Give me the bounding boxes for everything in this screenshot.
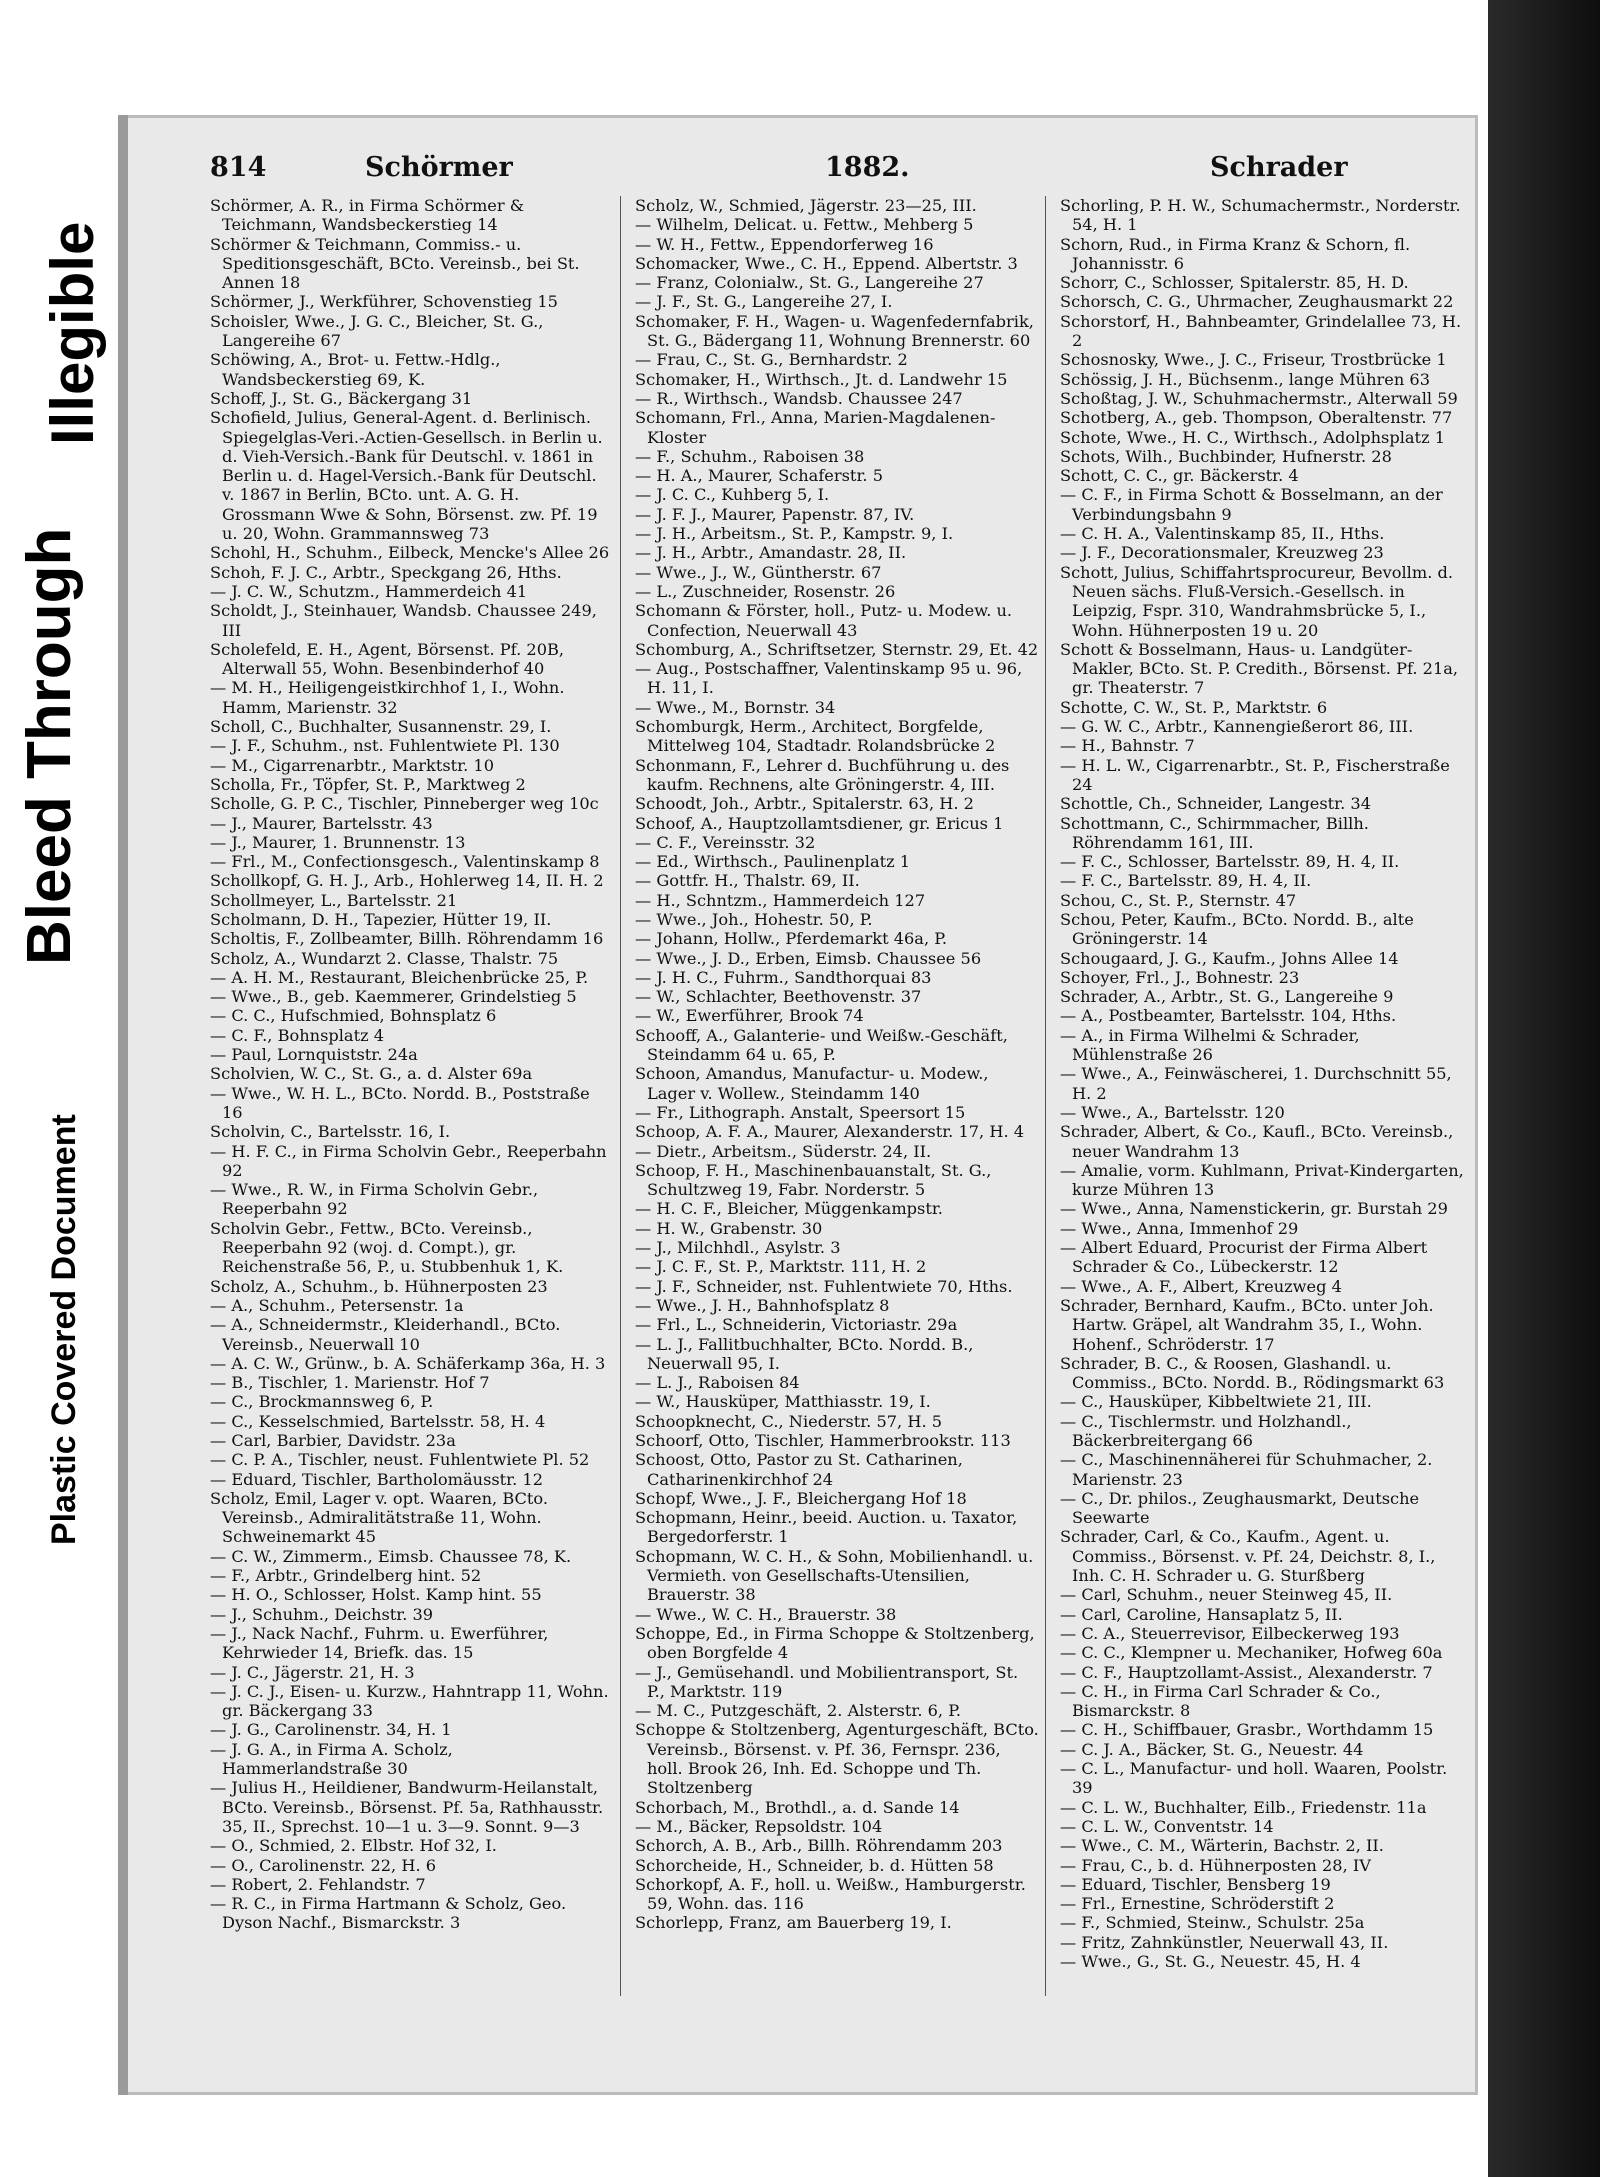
side-annotation-labels (0, 0, 110, 2177)
directory-entry: — Carl, Schuhm., neuer Steinweg 45, II. (1060, 1585, 1393, 1605)
directory-entry: — J. F., St. G., Langereihe 27, I. (635, 292, 893, 312)
directory-entry: — J. C. C., Kuhberg 5, I. (635, 485, 830, 505)
directory-entry: Scholvin Gebr., Fettw., BCto. Vereinsb., Reeperbahn 92 (woj. d. Compt.), gr. Reichenstraße 56, P., u. Stubbenhuk 1, K. (210, 1218, 564, 1277)
directory-entry: — Gottfr. H., Thalstr. 69, II. (635, 871, 860, 891)
directory-entry: — J., Maurer, Bartelsstr. 43 (210, 813, 433, 833)
directory-entry: — C. C., Klempner u. Mechaniker, Hofweg 60a (1060, 1643, 1443, 1663)
page-edge (118, 115, 128, 2095)
directory-entry: Schougaard, J. G., Kaufm., Johns Allee 14 (1060, 948, 1399, 968)
directory-entry: — Dietr., Arbeitsm., Süderstr. 24, II. (635, 1141, 932, 1161)
directory-entry: Schörmer, J., Werkführer, Schovenstieg 15 (210, 292, 558, 312)
directory-entry: — J. C., Jägerstr. 21, H. 3 (210, 1662, 415, 1682)
directory-entry: — Wwe., C. M., Wärterin, Bachstr. 2, II. (1060, 1836, 1384, 1856)
directory-entry: Schorlepp, Franz, am Bauerberg 19, I. (635, 1913, 952, 1933)
directory-entry: Schoisler, Wwe., J. G. C., Bleicher, St. G., Langereihe 67 (210, 311, 544, 351)
directory-entry: — J. C. F., St. P., Marktstr. 111, H. 2 (635, 1257, 927, 1277)
directory-entry: Schrader, Bernhard, Kaufm., BCto. unter Joh. Hartw. Gräpel, alt Wandrahm 35, I., Wohn. Hohenf., Schröderstr. 17 (1060, 1295, 1434, 1354)
directory-entry: Schöwing, A., Brot- u. Fettw.-Hdlg., Wandsbeckerstieg 69, K. (210, 350, 501, 389)
directory-entry: — C., Maschinennäherei für Schuhmacher, 2. Marienstr. 23 (1060, 1450, 1433, 1489)
directory-entry: — Fritz, Zahnkünstler, Neuerwall 43, II. (1060, 1932, 1389, 1952)
directory-entry: — W., Schlachter, Beethovenstr. 37 (635, 987, 922, 1007)
directory-columns (210, 196, 1470, 1996)
directory-entry: — Wwe., J. H., Bahnhofsplatz 8 (635, 1295, 890, 1315)
directory-entry: — Wwe., Anna, Immenhof 29 (1060, 1218, 1299, 1238)
directory-entry: — Wwe., J., W., Güntherstr. 67 (635, 562, 882, 582)
directory-entry: Schörmer, A. R., in Firma Schörmer & Teichmann, Wandsbeckerstieg 14 (210, 196, 525, 235)
directory-entry: Schohl, H., Schuhm., Eilbeck, Mencke's Allee 26 (210, 543, 610, 563)
directory-entry: — H. L. W., Cigarrenarbtr., St. P., Fischerstraße 24 (1060, 755, 1450, 794)
directory-entry: Schrader, B. C., & Roosen, Glashandl. u. Commiss., BCto. Nordd. B., Rödingsmarkt 63 (1060, 1353, 1445, 1393)
directory-entry: Scholz, A., Schuhm., b. Hühnerposten 23 (210, 1276, 548, 1296)
directory-entry: — C. L. W., Conventstr. 14 (1060, 1816, 1274, 1836)
directory-entry: Schoost, Otto, Pastor zu St. Catharinen, Catharinenkirchhof 24 (635, 1450, 963, 1489)
directory-entry: — H., Bahnstr. 7 (1060, 736, 1195, 756)
directory-entry: Schotberg, A., geb. Thompson, Oberaltenstr. 77 (1060, 408, 1453, 428)
directory-entry: — C. F., Vereinsstr. 32 (635, 832, 816, 852)
directory-entry: Schollkopf, G. H. J., Arb., Hohlerweg 14, II. H. 2 (210, 871, 604, 891)
directory-entry: — A., Schuhm., Petersenstr. 1a (210, 1295, 464, 1315)
right-running-head: Schrader (1210, 152, 1348, 183)
directory-entry: — C., Tischlermstr. und Holzhandl., Bäckerbreitergang 66 (1060, 1411, 1352, 1450)
directory-entry: Schoorf, Otto, Tischler, Hammerbrookstr. 113 (635, 1431, 1011, 1450)
directory-entry: Schollmeyer, L., Bartelsstr. 21 (210, 890, 458, 910)
directory-entry: — R., Wirthsch., Wandsb. Chaussee 247 (635, 388, 963, 408)
directory-entry: Schonmann, F., Lehrer d. Buchführung u. des kaufm. Rechnens, alte Gröningerstr. 4, III. (635, 755, 1010, 794)
directory-entry: — C., Dr. philos., Zeughausmarkt, Deutsche Seewarte (1060, 1488, 1420, 1528)
directory-entry: — C. A., Steuerrevisor, Eilbeckerweg 193 (1060, 1623, 1400, 1643)
directory-entry: — J. F., Schneider, nst. Fuhlentwiete 70, Hths. (635, 1276, 1013, 1296)
directory-entry: Schoyer, Frl., J., Bohnestr. 23 (1060, 967, 1300, 987)
directory-entry: Scholmann, D. H., Tapezier, Hütter 19, II. (210, 909, 552, 929)
directory-entry: — Franz, Colonialw., St. G., Langereihe 27 (635, 273, 984, 293)
directory-entry: — Wwe., G., St. G., Neuestr. 45, H. 4 (1060, 1952, 1361, 1972)
directory-entry: — C. L., Manufactur- und holl. Waaren, Poolstr. 39 (1060, 1759, 1448, 1798)
directory-entry: — C. H., Schiffbauer, Grasbr., Worthdamm 15 (1060, 1720, 1434, 1740)
directory-entry: — Albert Eduard, Procurist der Firma Albert Schrader & Co., Lübeckerstr. 12 (1060, 1238, 1428, 1277)
directory-entry: Scholvin, C., Bartelsstr. 16, I. (210, 1122, 451, 1142)
directory-entry: Schosnosky, Wwe., J. C., Friseur, Trostbrücke 1 (1060, 350, 1447, 370)
directory-entry: — W., Hausküper, Matthiasstr. 19, I. (635, 1392, 931, 1412)
directory-entry: — Wwe., J. D., Erben, Eimsb. Chaussee 56 (635, 948, 982, 968)
directory-entry: — J. C. J., Eisen- u. Kurzw., Hahntrapp 11, Wohn. gr. Bäckergang 33 (210, 1681, 609, 1721)
directory-entry: — Wwe., W. C. H., Brauerstr. 38 (635, 1604, 897, 1624)
directory-entry: — C. F., in Firma Schott & Bosselmann, an der Verbindungsbahn 9 (1060, 485, 1443, 524)
page-header (210, 152, 1470, 194)
directory-entry: — Wwe., A. F., Albert, Kreuzweg 4 (1060, 1276, 1342, 1296)
directory-entry: Schooff, A., Galanterie- und Weißw.-Geschäft, Steindamm 64 u. 65, P. (635, 1025, 1008, 1065)
directory-entry: — J. F. J., Maurer, Papenstr. 87, IV. (635, 504, 915, 524)
directory-entry: Schoff, J., St. G., Bäckergang 31 (210, 388, 473, 408)
page-number: 814 (210, 152, 267, 183)
directory-entry: — W. H., Fettw., Eppendorferweg 16 (635, 234, 934, 254)
directory-entry: — J., Gemüsehandl. und Mobilientransport, St. P., Marktstr. 119 (635, 1662, 1019, 1701)
directory-entry: — C. W., Zimmerm., Eimsb. Chaussee 78, K. (210, 1546, 572, 1566)
directory-entry: — A. C. W., Grünw., b. A. Schäferkamp 36a, H. 3 (210, 1353, 606, 1373)
directory-entry: — Paul, Lornquiststr. 24a (210, 1045, 418, 1065)
directory-entry: Schorn, Rud., in Firma Kranz & Schorn, fl. Johannisstr. 6 (1060, 234, 1411, 273)
directory-entry: — Wwe., A., Feinwäscherei, 1. Durchschnitt 55, H. 2 (1060, 1064, 1452, 1103)
directory-entry: Schou, C., St. P., Sternstr. 47 (1060, 890, 1297, 910)
directory-entry: — H. O., Schlosser, Holst. Kamp hint. 55 (210, 1585, 542, 1605)
directory-entry: Schössig, J. H., Büchsenm., lange Mühren 63 (1060, 369, 1431, 389)
directory-entry: — C. L. W., Buchhalter, Eilb., Friedenstr. 11a (1060, 1797, 1427, 1817)
directory-entry: — M. C., Putzgeschäft, 2. Alsterstr. 6, P. (635, 1701, 961, 1721)
directory-entry: — Julius H., Heildiener, Bandwurm-Heilanstalt, BCto. Vereinsb., Börsenst. Pf. 5a, Rathhausstr. 35, II., Sprechst. 10—1 u. 3—9. Sonnt. 9—3 (210, 1778, 604, 1836)
directory-entry: Schorbach, M., Brothdl., a. d. Sande 14 (635, 1797, 960, 1817)
plastic-covered-label: Plastic Covered Document (45, 1114, 83, 1545)
directory-entry: — C. H., in Firma Carl Schrader & Co., Bismarckstr. 8 (1060, 1681, 1381, 1721)
directory-entry: — Wwe., Anna, Namenstickerin, gr. Burstah 29 (1060, 1199, 1448, 1219)
directory-entry: — C., Hausküper, Kibbeltwiete 21, III. (1060, 1392, 1372, 1412)
directory-entry: — Carl, Barbier, Davidstr. 23a (210, 1431, 456, 1450)
directory-entry: Scholle, G. P. C., Tischler, Pinneberger weg 10c (210, 794, 599, 814)
directory-entry: — G. W. C., Arbtr., Kannengießerort 86, III. (1060, 717, 1414, 737)
directory-entry: — Carl, Caroline, Hansaplatz 5, II. (1060, 1604, 1343, 1624)
directory-column-left (210, 196, 621, 1996)
directory-entry: — J., Milchhdl., Asylstr. 3 (635, 1238, 841, 1258)
directory-entry: — C. C., Hufschmied, Bohnsplatz 6 (210, 1006, 497, 1026)
directory-entry: Schopf, Wwe., J. F., Bleichergang Hof 18 (635, 1488, 967, 1508)
directory-entry: Schott, C. C., gr. Bäckerstr. 4 (1060, 466, 1299, 486)
directory-entry: Schorling, P. H. W., Schumachermstr., Norderstr. 54, H. 1 (1060, 196, 1461, 235)
illegible-label: Illegible (39, 221, 106, 445)
directory-entry: — Wwe., Joh., Hohestr. 50, P. (635, 909, 873, 929)
directory-entry: Schou, Peter, Kaufm., BCto. Nordd. B., alte Gröningerstr. 14 (1060, 909, 1414, 949)
directory-entry: Schomacker, Wwe., C. H., Eppend. Albertstr. 3 (635, 253, 1018, 273)
directory-entry: — C. P. A., Tischler, neust. Fuhlentwiete Pl. 52 (210, 1450, 590, 1470)
directory-entry: Schomburgk, Herm., Architect, Borgfelde, Mittelweg 104, Stadtadr. Rolandsbrücke 2 (635, 717, 996, 756)
directory-entry: — M., Cigarrenarbtr., Marktstr. 10 (210, 755, 494, 775)
directory-entry: — J. F., Schuhm., nst. Fuhlentwiete Pl. 130 (210, 736, 560, 756)
directory-entry: — O., Schmied, 2. Elbstr. Hof 32, I. (210, 1836, 497, 1856)
directory-entry: — F., Arbtr., Grindelberg hint. 52 (210, 1566, 482, 1586)
directory-entry: Schoh, F. J. C., Arbtr., Speckgang 26, Hths. (210, 562, 562, 582)
directory-entry: Schrader, Albert, & Co., Kaufl., BCto. Vereinsb., neuer Wandrahm 13 (1060, 1122, 1454, 1161)
directory-entry: — B., Tischler, 1. Marienstr. Hof 7 (210, 1373, 490, 1393)
directory-entry: — R. C., in Firma Hartmann & Scholz, Geo. Dyson Nachf., Bismarckstr. 3 (210, 1894, 567, 1933)
directory-entry: — C. H. A., Valentinskamp 85, II., Hths. (1060, 524, 1385, 544)
directory-entry: — J., Nack Nachf., Fuhrm. u. Ewerführer, Kehrwieder 14, Briefk. das. 15 (210, 1623, 549, 1663)
directory-entry: Schoßtag, J. W., Schuhmachermstr., Alterwall 59 (1060, 388, 1458, 408)
directory-entry: Schoop, F. H., Maschinenbauanstalt, St. G., Schultzweg 19, Fabr. Norderstr. 5 (635, 1160, 992, 1200)
directory-entry: Scholtis, F., Zollbeamter, Billh. Röhrendamm 16 (210, 929, 604, 949)
directory-entry: — Wwe., M., Bornstr. 34 (635, 697, 836, 717)
directory-entry: — Eduard, Tischler, Bensberg 19 (1060, 1874, 1331, 1894)
scan-background-edge (1478, 0, 1600, 2177)
directory-entry: Scholefeld, E. H., Agent, Börsenst. Pf. 20B, Alterwall 55, Wohn. Besenbinderhof 40 (210, 639, 565, 679)
directory-entry: — H. A., Maurer, Schaferstr. 5 (635, 466, 883, 486)
directory-entry: Schrader, Carl, & Co., Kaufm., Agent. u. Commiss., Börsenst. v. Pf. 24, Deichstr. 8, I., Inh. C. H. Schrader u. G. Sturßberg (1060, 1527, 1436, 1586)
directory-entry: — Wwe., B., geb. Kaemmerer, Grindelstieg 5 (210, 987, 577, 1007)
directory-entry: Schott & Bosselmann, Haus- u. Landgüter-Makler, BCto. St. P. Credith., Börsenst. Pf. 21a, gr. Theaterstr. 7 (1060, 639, 1459, 698)
directory-entry: Schottle, Ch., Schneider, Langestr. 34 (1060, 794, 1372, 814)
directory-entry: — C. J. A., Bäcker, St. G., Neuestr. 44 (1060, 1739, 1364, 1759)
directory-entry: Scholl, C., Buchhalter, Susannenstr. 29, I. (210, 717, 552, 737)
directory-column-right (1060, 196, 1470, 1996)
directory-entry: Scholz, A., Wundarzt 2. Classe, Thalstr. 75 (210, 948, 559, 968)
directory-entry: — M., Bäcker, Repsoldstr. 104 (635, 1816, 883, 1836)
directory-entry: — Wwe., R. W., in Firma Scholvin Gebr., Reeperbahn 92 (210, 1180, 539, 1219)
directory-entry: Schoppe, Ed., in Firma Schoppe & Stoltzenberg, oben Borgfelde 4 (635, 1623, 1035, 1663)
directory-entry: Schots, Wilh., Buchbinder, Hufnerstr. 28 (1060, 446, 1392, 466)
directory-entry: — Frl., M., Confectionsgesch., Valentinskamp 8 (210, 852, 600, 872)
directory-entry: — Frau, C., b. d. Hühnerposten 28, IV (1060, 1855, 1371, 1875)
directory-entry: Schofield, Julius, General-Agent. d. Berlinisch. Spiegelglas-Veri.-Actien-Gesellsch. in Berlin u. d. Vieh-Versich.-Bank für Deutschl. v. 1861 in Berlin u. d. Hagel-Versich.-Bank für Deutschl. v. 1867 in Berlin, BCto. unt. A. G. H. Grossmann Wwe & Sohn, Börsenst. zw. Pf. 19 u. 20, Wohn. Grammannsweg 73 (210, 408, 603, 544)
directory-entry: — H. W., Grabenstr. 30 (635, 1218, 823, 1238)
directory-entry: Schorch, A. B., Arb., Billh. Röhrendamm 203 (635, 1836, 1003, 1856)
directory-entry: Schoopknecht, C., Niederstr. 57, H. 5 (635, 1411, 943, 1431)
directory-entry: — Frau, C., St. G., Bernhardstr. 2 (635, 350, 908, 370)
directory-entry: — Eduard, Tischler, Bartholomäusstr. 12 (210, 1469, 544, 1489)
directory-entry: Schomann, Frl., Anna, Marien-Magdalenen-Kloster (635, 408, 996, 447)
left-running-head: Schörmer (365, 152, 513, 183)
directory-entry: — Fr., Lithograph. Anstalt, Speersort 15 (635, 1102, 966, 1122)
directory-entry: — C., Kesselschmied, Bartelsstr. 58, H. 4 (210, 1411, 546, 1431)
directory-entry: — C. F., Bohnsplatz 4 (210, 1025, 385, 1045)
directory-entry: Schopmann, Heinr., beeid. Auction. u. Taxator, Bergedorferstr. 1 (635, 1508, 1018, 1547)
directory-entry: — J. F., Decorationsmaler, Kreuzweg 23 (1060, 543, 1384, 563)
directory-entry: — L. J., Fallitbuchhalter, BCto. Nordd. B., Neuerwall 95, I. (635, 1334, 974, 1373)
directory-entry: — Wwe., W. H. L., BCto. Nordd. B., Poststraße 16 (210, 1083, 590, 1122)
directory-entry: Schörmer & Teichmann, Commiss.- u. Speditionsgeschäft, BCto. Vereinsb., bei St. Annen 18 (210, 234, 580, 293)
directory-entry: — Frl., L., Schneiderin, Victoriastr. 29a (635, 1315, 958, 1335)
directory-entry: Schorr, C., Schlosser, Spitalerstr. 85, H. D. (1060, 273, 1409, 293)
directory-entry: Schrader, A., Arbtr., St. G., Langereihe 9 (1060, 987, 1394, 1007)
directory-entry: — J. H., Arbeitsm., St. P., Kampstr. 9, I. (635, 524, 954, 544)
directory-entry: — Johann, Hollw., Pferdemarkt 46a, P. (635, 929, 948, 949)
directory-entry: — Aug., Postschaffner, Valentinskamp 95 u. 96, H. 11, I. (635, 659, 1023, 698)
directory-entry: Schott, Julius, Schiffahrtsprocureur, Bevollm. d. Neuen sächs. Fluß-Versich.-Gesellsch. in Leipzig, Fspr. 310, Wandrahmsbrücke 5, I., Wohn. Hühnerposten 19 u. 20 (1060, 562, 1454, 640)
directory-entry: Schoodt, Joh., Arbtr., Spitalerstr. 63, H. 2 (635, 794, 974, 814)
directory-entry: Schottmann, C., Schirmmacher, Billh. Röhrendamm 161, III. (1060, 813, 1369, 852)
directory-entry: — J. C. W., Schutzm., Hammerdeich 41 (210, 581, 528, 601)
directory-entry: — F. C., Schlosser, Bartelsstr. 89, H. 4, II. (1060, 852, 1400, 872)
directory-entry: — J., Maurer, 1. Brunnenstr. 13 (210, 832, 466, 852)
directory-entry: Schorstorf, H., Bahnbeamter, Grindelallee 73, H. 2 (1060, 311, 1462, 351)
directory-entry: — A., Postbeamter, Bartelsstr. 104, Hths. (1060, 1006, 1397, 1026)
directory-entry: Schorsch, C. G., Uhrmacher, Zeughausmarkt 22 (1060, 292, 1454, 312)
directory-entry: Schote, Wwe., H. C., Wirthsch., Adolphsplatz 1 (1060, 427, 1446, 447)
directory-entry: — Ed., Wirthsch., Paulinenplatz 1 (635, 852, 911, 872)
directory-entry: Scholla, Fr., Töpfer, St. P., Marktweg 2 (210, 774, 526, 794)
directory-entry: — A., in Firma Wilhelmi & Schrader, Mühlenstraße 26 (1060, 1025, 1360, 1065)
directory-entry: Scholz, Emil, Lager v. opt. Waaren, BCto. Vereinsb., Admiralitätstraße 11, Wohn. Schweinemarkt 45 (210, 1488, 549, 1547)
directory-entry: Schorkopf, A. F., holl. u. Weißw., Hamburgerstr. 59, Wohn. das. 116 (635, 1874, 1026, 1914)
directory-entry: — H. C. F., Bleicher, Müggenkampstr. (635, 1199, 943, 1219)
directory-entry: Scholdt, J., Steinhauer, Wandsb. Chaussee 249, III (210, 601, 597, 640)
directory-entry: — Amalie, vorm. Kuhlmann, Privat-Kindergarten, kurze Mühren 13 (1060, 1160, 1464, 1200)
directory-entry: Schomaker, F. H., Wagen- u. Wagenfedernfabrik, St. G., Bädergang 11, Wohnung Brennerstr. 60 (635, 311, 1034, 351)
directory-entry: Schoop, A. F. A., Maurer, Alexanderstr. 17, H. 4 (635, 1122, 1025, 1142)
directory-entry: — F., Schuhm., Raboisen 38 (635, 446, 865, 466)
directory-entry: — C., Brockmannsweg 6, P. (210, 1392, 434, 1412)
directory-entry: Schotte, C. W., St. P., Marktstr. 6 (1060, 697, 1328, 717)
directory-entry: — C. F., Hauptzollamt-Assist., Alexanderstr. 7 (1060, 1662, 1433, 1682)
directory-entry: — J. H. C., Fuhrm., Sandthorquai 83 (635, 967, 932, 987)
directory-entry: Scholvien, W. C., St. G., a. d. Alster 69a (210, 1064, 533, 1084)
directory-entry: Schomann & Förster, holl., Putz- u. Modew. u. Confection, Neuerwall 43 (635, 601, 1013, 640)
directory-entry: — M. H., Heiligengeistkirchhof 1, I., Wohn. Hamm, Marienstr. 32 (210, 678, 565, 717)
directory-entry: — Frl., Ernestine, Schröderstift 2 (1060, 1894, 1335, 1914)
directory-entry: — H. F. C., in Firma Scholvin Gebr., Reeperbahn 92 (210, 1141, 607, 1180)
directory-entry: — Robert, 2. Fehlandstr. 7 (210, 1874, 426, 1894)
directory-entry: — L. J., Raboisen 84 (635, 1373, 800, 1393)
directory-entry: — F., Schmied, Steinw., Schulstr. 25a (1060, 1913, 1365, 1933)
directory-entry: — A., Schneidermstr., Kleiderhandl., BCto. Vereinsb., Neuerwall 10 (210, 1315, 561, 1354)
directory-entry: — Wwe., A., Bartelsstr. 120 (1060, 1102, 1285, 1122)
directory-entry: — Wilhelm, Delicat. u. Fettw., Mehberg 5 (635, 215, 974, 235)
directory-entry: — W., Ewerführer, Brook 74 (635, 1006, 864, 1026)
directory-entry: — O., Carolinenstr. 22, H. 6 (210, 1855, 437, 1875)
directory-entry: — F. C., Bartelsstr. 89, H. 4, II. (1060, 871, 1312, 891)
directory-entry: Schoppe & Stoltzenberg, Agenturgeschäft, BCto. Vereinsb., Börsenst. v. Pf. 36, Fernspr. 236, holl. Brook 26, Inh. Ed. Schoppe und Th. Stoltzenberg (635, 1720, 1039, 1798)
directory-entry: Schoon, Amandus, Manufactur- u. Modew., Lager v. Wollew., Steindamm 140 (635, 1064, 989, 1103)
directory-entry: — J. G., Carolinenstr. 34, H. 1 (210, 1720, 452, 1740)
directory-entry: Schoof, A., Hauptzollamtsdiener, gr. Ericus 1 (635, 813, 1004, 833)
directory-entry: — L., Zuschneider, Rosenstr. 26 (635, 581, 896, 601)
bleed-through-label: Bleed Through (15, 527, 84, 965)
year-heading: 1882. (825, 152, 910, 183)
directory-entry: Schopmann, W. C. H., & Sohn, Mobilienhandl. u. Vermieth. von Gesellschafts-Utensilien, Brauerstr. 38 (635, 1546, 1034, 1605)
directory-entry: — A. H. M., Restaurant, Bleichenbrücke 25, P. (210, 967, 589, 987)
directory-entry: Scholz, W., Schmied, Jägerstr. 23—25, III. (635, 196, 977, 215)
directory-column-middle (635, 196, 1046, 1996)
directory-entry: — J. H., Arbtr., Amandastr. 28, II. (635, 543, 907, 563)
directory-entry: — J., Schuhm., Deichstr. 39 (210, 1604, 434, 1624)
directory-entry: — J. G. A., in Firma A. Scholz, Hammerlandstraße 30 (210, 1739, 453, 1779)
directory-entry: — H., Schntzm., Hammerdeich 127 (635, 890, 926, 910)
directory-entry: Schomburg, A., Schriftsetzer, Sternstr. 29, Et. 42 (635, 639, 1039, 659)
directory-entry: Schomaker, H., Wirthsch., Jt. d. Landwehr 15 (635, 369, 1008, 389)
directory-entry: Schorcheide, H., Schneider, b. d. Hütten 58 (635, 1855, 994, 1875)
